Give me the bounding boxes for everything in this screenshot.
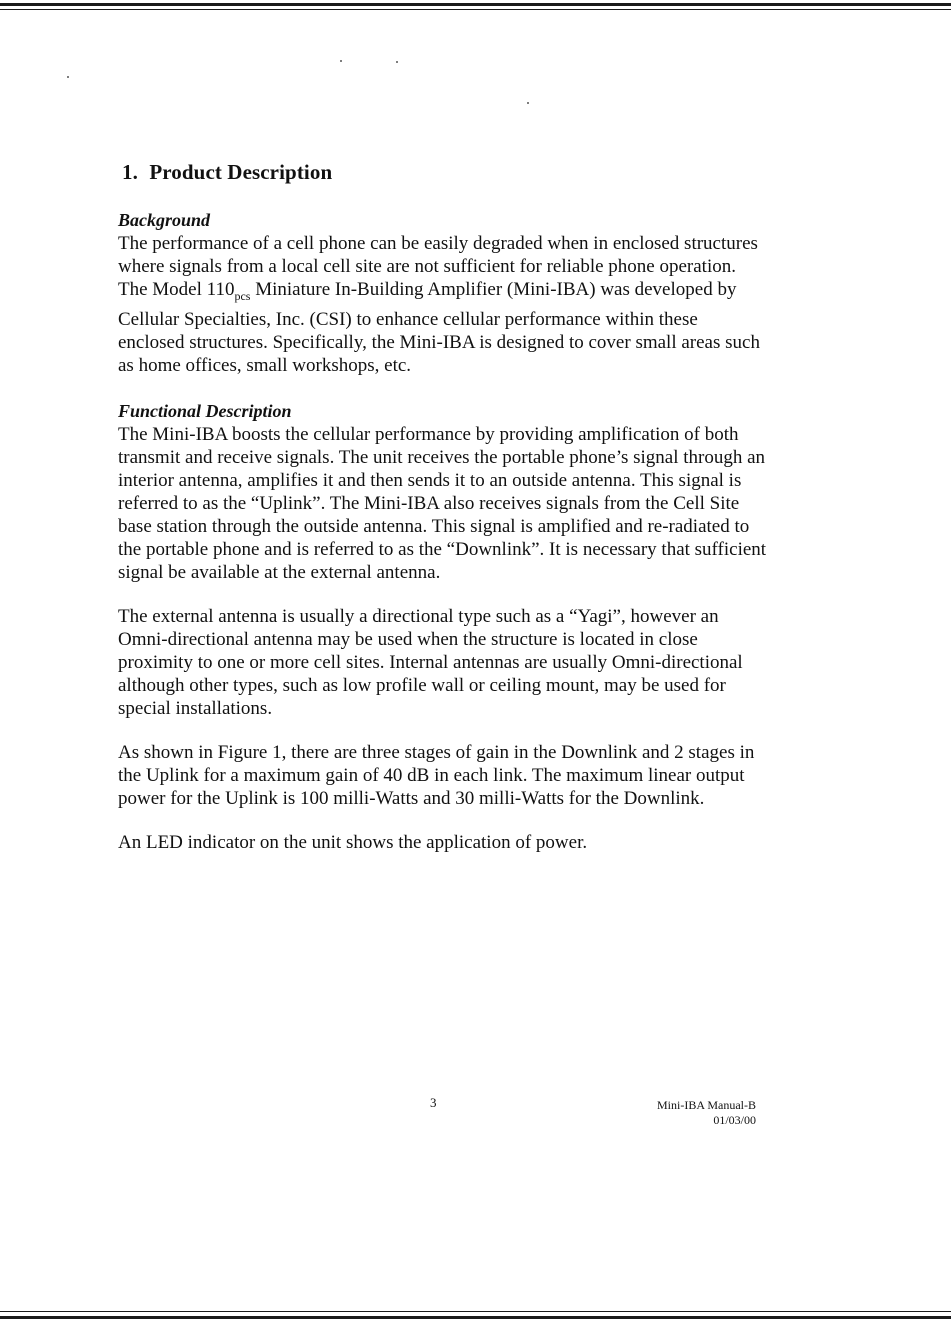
bottom-border-thick (0, 1316, 951, 1319)
footer-doc-info (600, 1098, 756, 1128)
functional-paragraph-2: The external antenna is usually a directional type such as a “Yagi”, however an Omni-directional antenna may be used when the structure is located in close proximity to one or more cell sites. Internal antennas are usually Omni-directional although other types, such as low profile wall or ceiling mount, may be used for special installations. (118, 605, 743, 719)
background-text-start: The performance of a cell phone can be easily degraded when in enclosed structures where signals from a local cell site are not sufficient for reliable phone operation. The Model 110 (118, 233, 758, 300)
bottom-border-thin (0, 1311, 951, 1312)
functional-paragraph-4: An LED indicator on the unit shows the application of power. (118, 831, 588, 853)
background-text-end: Miniature In-Building Amplifier (Mini-IBA) was developed by Cellular Specialties, Inc. (CSI) to enhance cellular performance within these enclosed structures. Specifically, the Mini-IBA is designed to cover small areas such as home offices, small workshops, etc. (118, 279, 760, 376)
document-body (118, 160, 768, 854)
background-heading: Background (118, 210, 211, 230)
footer-doc-name: Mini-IBA Manual-B (657, 1098, 756, 1112)
scan-speck (67, 76, 69, 78)
section-heading (122, 160, 768, 185)
scan-speck (527, 102, 529, 104)
top-border-thick (0, 3, 951, 6)
section-title: Product Description (149, 160, 333, 184)
scan-speck (340, 60, 342, 62)
functional-paragraph-1: The Mini-IBA boosts the cellular performance by providing amplification of both transmit and receive signals. The unit receives the portable phone’s signal through an interior antenna, amplifies it and then sends it to an outside antenna. This signal is referred to as the “Uplink”. The Mini-IBA also receives signals from the Cell Site base station through the outside antenna. This signal is amplified and re-radiated to the portable phone and is referred to as the “Downlink”. It is necessary that sufficient signal be available at the external antenna. (118, 423, 767, 583)
page-number: 3 (430, 1095, 437, 1110)
top-border-thin (0, 9, 951, 10)
model-subscript: pcs (234, 288, 251, 303)
background-paragraph (118, 232, 768, 377)
scan-speck (396, 61, 398, 63)
section-number: 1. (122, 160, 138, 184)
footer-date: 01/03/00 (713, 1113, 756, 1127)
functional-paragraph-3: As shown in Figure 1, there are three stages of gain in the Downlink and 2 stages in the Uplink for a maximum gain of 40 dB in each link. The maximum linear output power for the Uplink is 100 milli-Watts and 30 milli-Watts for the Downlink. (118, 741, 755, 809)
functional-heading: Functional Description (118, 400, 292, 421)
